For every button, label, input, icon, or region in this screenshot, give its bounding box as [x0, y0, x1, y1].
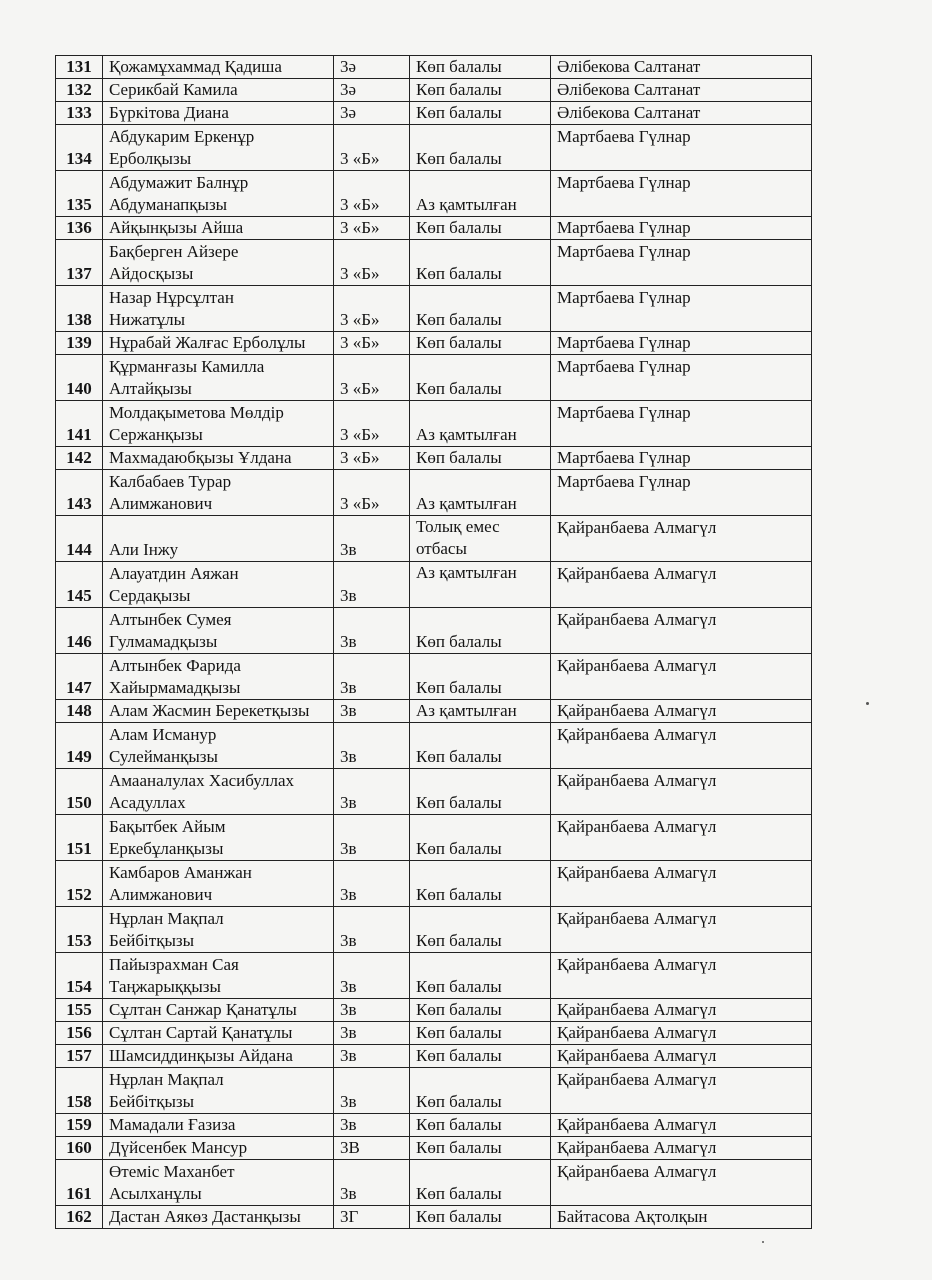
class-cell: 3в: [334, 1114, 410, 1137]
family-status: Көп балалы: [410, 1068, 551, 1114]
table-row: [56, 516, 812, 562]
teacher-name: Қайранбаева Алмагүл: [551, 1114, 812, 1137]
student-name-line: Камбаров Аманжан: [109, 863, 252, 882]
student-name: [103, 562, 334, 608]
student-name-line: Серикбай Камила: [109, 80, 238, 99]
table-row: [56, 608, 812, 654]
class-cell: 3в: [334, 1045, 410, 1068]
row-number: 152: [56, 861, 103, 907]
table-row: [56, 769, 812, 815]
family-status: Көп балалы: [410, 447, 551, 470]
student-name: [103, 1022, 334, 1045]
table-row: [56, 171, 812, 217]
student-name-line: Дүйсенбек Мансур: [109, 1138, 248, 1157]
table-row: [56, 447, 812, 470]
family-status: Көп балалы: [410, 286, 551, 332]
student-name: [103, 769, 334, 815]
class-cell: 3 «Б»: [334, 240, 410, 286]
row-number: 131: [56, 56, 103, 79]
family-status: Толық емес отбасы: [410, 516, 551, 562]
family-status: Көп балалы: [410, 355, 551, 401]
student-name-line: Алам Жасмин Берекетқызы: [109, 701, 310, 720]
student-name-line: Махмадаюбқызы Ұлдана: [109, 448, 292, 467]
table-row: [56, 700, 812, 723]
family-status: Көп балалы: [410, 102, 551, 125]
student-name: [103, 700, 334, 723]
class-cell: 3в: [334, 654, 410, 700]
student-name: [103, 1114, 334, 1137]
student-name: [103, 125, 334, 171]
family-status: Көп балалы: [410, 999, 551, 1022]
row-number: 141: [56, 401, 103, 447]
table-row: [56, 1045, 812, 1068]
family-status: Аз қамтылған: [410, 171, 551, 217]
row-number: 145: [56, 562, 103, 608]
family-status: Аз қамтылған: [410, 700, 551, 723]
row-number: 134: [56, 125, 103, 171]
student-name-line: Нижатұлы: [109, 310, 186, 329]
row-number: 156: [56, 1022, 103, 1045]
student-name-line: Асадуллах: [109, 793, 186, 812]
table-row: [56, 562, 812, 608]
teacher-name: Қайранбаева Алмагүл: [551, 1160, 812, 1206]
row-number: 149: [56, 723, 103, 769]
student-name-line: Алимжанович: [109, 885, 213, 904]
table-row: [56, 355, 812, 401]
student-name: [103, 286, 334, 332]
class-cell: 3в: [334, 608, 410, 654]
class-cell: 3 «Б»: [334, 217, 410, 240]
student-name-line: Алам Исманур: [109, 725, 217, 744]
family-status: Көп балалы: [410, 217, 551, 240]
family-status: Көп балалы: [410, 769, 551, 815]
teacher-name: Мартбаева Гүлнар: [551, 171, 812, 217]
row-number: 154: [56, 953, 103, 999]
family-status: Аз қамтылған: [410, 401, 551, 447]
student-name: [103, 953, 334, 999]
student-name-line: Али Інжу: [109, 540, 179, 559]
table-row: [56, 907, 812, 953]
student-name: [103, 861, 334, 907]
class-cell: 3в: [334, 815, 410, 861]
table-row: [56, 470, 812, 516]
student-name-line: Гулмамадқызы: [109, 632, 218, 651]
student-name: [103, 332, 334, 355]
family-status: Көп балалы: [410, 1114, 551, 1137]
student-name: [103, 815, 334, 861]
student-name: [103, 1045, 334, 1068]
class-cell: 3в: [334, 562, 410, 608]
class-cell: 3 «Б»: [334, 355, 410, 401]
row-number: 150: [56, 769, 103, 815]
row-number: 160: [56, 1137, 103, 1160]
student-name-line: Алтынбек Фарида: [109, 656, 241, 675]
student-name: [103, 217, 334, 240]
teacher-name: Қайранбаева Алмагүл: [551, 608, 812, 654]
family-status: Көп балалы: [410, 332, 551, 355]
teacher-name: Мартбаева Гүлнар: [551, 240, 812, 286]
row-number: 139: [56, 332, 103, 355]
student-name-line: Қожамұхаммад Қадиша: [109, 57, 282, 76]
teacher-name: Мартбаева Гүлнар: [551, 355, 812, 401]
class-cell: 3в: [334, 1022, 410, 1045]
student-name-line: Сулейманқызы: [109, 747, 218, 766]
student-name-line: Алимжанович: [109, 494, 213, 513]
student-name: [103, 1206, 334, 1229]
row-number: 153: [56, 907, 103, 953]
student-name-line: Бақытбек Айым: [109, 817, 226, 836]
class-cell: 3в: [334, 723, 410, 769]
student-name: [103, 654, 334, 700]
student-name: [103, 516, 334, 562]
student-name-line: Абдумажит Балнұр: [109, 173, 249, 192]
table-row: [56, 240, 812, 286]
teacher-name: Байтасова Ақтолқын: [551, 1206, 812, 1229]
teacher-name: Қайранбаева Алмагүл: [551, 953, 812, 999]
teacher-name: Қайранбаева Алмагүл: [551, 516, 812, 562]
student-name: [103, 79, 334, 102]
family-status: Көп балалы: [410, 1022, 551, 1045]
class-cell: 3 «Б»: [334, 286, 410, 332]
class-cell: 3 «Б»: [334, 401, 410, 447]
table-row: [56, 1206, 812, 1229]
class-cell: 3в: [334, 953, 410, 999]
family-status: Аз қамтылған: [410, 470, 551, 516]
row-number: 135: [56, 171, 103, 217]
teacher-name: Мартбаева Гүлнар: [551, 447, 812, 470]
class-cell: 3В: [334, 1137, 410, 1160]
table-row: [56, 723, 812, 769]
student-name: [103, 401, 334, 447]
teacher-name: Қайранбаева Алмагүл: [551, 999, 812, 1022]
table-row: [56, 79, 812, 102]
student-name-line: Дастан Аякөз Дастанқызы: [109, 1207, 301, 1226]
student-name: [103, 240, 334, 286]
row-number: 144: [56, 516, 103, 562]
teacher-name: Қайранбаева Алмагүл: [551, 562, 812, 608]
row-number: 157: [56, 1045, 103, 1068]
student-name-line: Бейбітқызы: [109, 1092, 195, 1111]
family-status: Көп балалы: [410, 1206, 551, 1229]
family-status: Көп балалы: [410, 79, 551, 102]
teacher-name: Қайранбаева Алмагүл: [551, 1137, 812, 1160]
student-name: [103, 723, 334, 769]
student-name: [103, 355, 334, 401]
row-number: 148: [56, 700, 103, 723]
scan-speck: [762, 1241, 764, 1243]
student-name: [103, 608, 334, 654]
family-status: Көп балалы: [410, 608, 551, 654]
teacher-name: Қайранбаева Алмагүл: [551, 723, 812, 769]
student-name-line: Нұрлан Мақпал: [109, 1070, 224, 1089]
teacher-name: Қайранбаева Алмагүл: [551, 654, 812, 700]
student-name-line: Алауатдин Аяжан: [109, 564, 239, 583]
family-status: Көп балалы: [410, 56, 551, 79]
student-name: [103, 1137, 334, 1160]
class-cell: 3в: [334, 516, 410, 562]
row-number: 133: [56, 102, 103, 125]
class-cell: 3в: [334, 700, 410, 723]
student-name: [103, 470, 334, 516]
student-name-line: Амааналулах Хасибуллах: [109, 771, 295, 790]
student-name: [103, 1160, 334, 1206]
student-name: [103, 907, 334, 953]
family-status: Көп балалы: [410, 1045, 551, 1068]
table-row: [56, 1114, 812, 1137]
teacher-name: Қайранбаева Алмагүл: [551, 1068, 812, 1114]
student-name-line: Хайырмамадқызы: [109, 678, 241, 697]
table-row: [56, 1068, 812, 1114]
table-row: [56, 286, 812, 332]
student-name: [103, 999, 334, 1022]
student-name-line: Назар Нұрсұлтан: [109, 288, 234, 307]
student-name-line: Нұрлан Мақпал: [109, 909, 224, 928]
row-number: 147: [56, 654, 103, 700]
student-name-line: Айқынқызы Айша: [109, 218, 244, 237]
family-status: Көп балалы: [410, 861, 551, 907]
table-row: [56, 999, 812, 1022]
teacher-name: Мартбаева Гүлнар: [551, 125, 812, 171]
student-table-body: [56, 56, 812, 1229]
class-cell: 3в: [334, 907, 410, 953]
family-status: Көп балалы: [410, 723, 551, 769]
row-number: 155: [56, 999, 103, 1022]
teacher-name: Мартбаева Гүлнар: [551, 286, 812, 332]
student-name-line: Абдуманапқызы: [109, 195, 228, 214]
student-name-line: Сұлтан Санжар Қанатұлы: [109, 1000, 297, 1019]
student-name-line: Айдосқызы: [109, 264, 194, 283]
table-row: [56, 815, 812, 861]
student-name-line: Еркебұланқызы: [109, 839, 224, 858]
teacher-name: Қайранбаева Алмагүл: [551, 1045, 812, 1068]
teacher-name: Мартбаева Гүлнар: [551, 470, 812, 516]
student-name-line: Молдақыметова Мөлдір: [109, 403, 284, 422]
table-row: [56, 217, 812, 240]
family-status: Көп балалы: [410, 125, 551, 171]
student-name-line: Құрманғазы Камилла: [109, 357, 265, 376]
class-cell: 3ә: [334, 79, 410, 102]
family-status: Көп балалы: [410, 1160, 551, 1206]
teacher-name: Қайранбаева Алмагүл: [551, 1022, 812, 1045]
row-number: 143: [56, 470, 103, 516]
table-row: [56, 332, 812, 355]
student-name-line: Таңжарыққызы: [109, 977, 221, 996]
class-cell: 3в: [334, 1160, 410, 1206]
class-cell: 3ә: [334, 56, 410, 79]
student-name: [103, 171, 334, 217]
teacher-name: Қайранбаева Алмагүл: [551, 907, 812, 953]
student-name: [103, 447, 334, 470]
student-name: [103, 56, 334, 79]
table-row: [56, 1137, 812, 1160]
table-row: [56, 102, 812, 125]
row-number: 159: [56, 1114, 103, 1137]
row-number: 142: [56, 447, 103, 470]
row-number: 146: [56, 608, 103, 654]
row-number: 132: [56, 79, 103, 102]
student-name-line: Асылханұлы: [109, 1184, 202, 1203]
teacher-name: Қайранбаева Алмагүл: [551, 769, 812, 815]
table-row: [56, 56, 812, 79]
family-status: Көп балалы: [410, 907, 551, 953]
family-status: Аз қамтылған: [410, 562, 551, 608]
teacher-name: Әлібекова Салтанат: [551, 102, 812, 125]
student-name-line: Бейбітқызы: [109, 931, 195, 950]
table-row: [56, 1160, 812, 1206]
class-cell: 3ә: [334, 102, 410, 125]
teacher-name: Мартбаева Гүлнар: [551, 332, 812, 355]
row-number: 138: [56, 286, 103, 332]
teacher-name: Қайранбаева Алмагүл: [551, 815, 812, 861]
student-name-line: Пайызрахман Сая: [109, 955, 239, 974]
scan-speck: [866, 702, 869, 705]
class-cell: 3Г: [334, 1206, 410, 1229]
row-number: 161: [56, 1160, 103, 1206]
family-status: Көп балалы: [410, 1137, 551, 1160]
student-name-line: Бақберген Айзере: [109, 242, 239, 261]
class-cell: 3 «Б»: [334, 171, 410, 217]
row-number: 158: [56, 1068, 103, 1114]
row-number: 140: [56, 355, 103, 401]
student-name-line: Калбабаев Турар: [109, 472, 232, 491]
row-number: 136: [56, 217, 103, 240]
family-status: Көп балалы: [410, 654, 551, 700]
student-name-line: Шамсиддинқызы Айдана: [109, 1046, 293, 1065]
class-cell: 3 «Б»: [334, 332, 410, 355]
family-status: Көп балалы: [410, 240, 551, 286]
family-status: Көп балалы: [410, 815, 551, 861]
class-cell: 3в: [334, 769, 410, 815]
row-number: 137: [56, 240, 103, 286]
table-row: [56, 861, 812, 907]
student-name: [103, 1068, 334, 1114]
table-row: [56, 401, 812, 447]
student-name: [103, 102, 334, 125]
table-row: [56, 1022, 812, 1045]
teacher-name: Әлібекова Салтанат: [551, 56, 812, 79]
teacher-name: Әлібекова Салтанат: [551, 79, 812, 102]
student-name-line: Сұлтан Сартай Қанатұлы: [109, 1023, 293, 1042]
teacher-name: Қайранбаева Алмагүл: [551, 700, 812, 723]
teacher-name: Мартбаева Гүлнар: [551, 401, 812, 447]
student-name-line: Мамадали Ғазиза: [109, 1115, 236, 1134]
student-name-line: Ерболқызы: [109, 149, 192, 168]
student-name-line: Өтеміс Маханбет: [109, 1162, 235, 1181]
student-name-line: Абдукарим Еркенұр: [109, 127, 255, 146]
family-status: Көп балалы: [410, 953, 551, 999]
student-name-line: Алтынбек Сумея: [109, 610, 232, 629]
class-cell: 3 «Б»: [334, 470, 410, 516]
row-number: 162: [56, 1206, 103, 1229]
class-cell: 3в: [334, 861, 410, 907]
table-row: [56, 125, 812, 171]
table-row: [56, 953, 812, 999]
student-name-line: Сержанқызы: [109, 425, 203, 444]
student-name-line: Сердақызы: [109, 586, 191, 605]
class-cell: 3в: [334, 999, 410, 1022]
class-cell: 3 «Б»: [334, 447, 410, 470]
student-table: [55, 55, 812, 1229]
table-row: [56, 654, 812, 700]
row-number: 151: [56, 815, 103, 861]
student-name-line: Нұрабай Жалғас Ерболұлы: [109, 333, 306, 352]
teacher-name: Қайранбаева Алмагүл: [551, 861, 812, 907]
class-cell: 3в: [334, 1068, 410, 1114]
teacher-name: Мартбаева Гүлнар: [551, 217, 812, 240]
student-name-line: Алтайқызы: [109, 379, 192, 398]
student-name-line: Бүркітова Диана: [109, 103, 229, 122]
class-cell: 3 «Б»: [334, 125, 410, 171]
